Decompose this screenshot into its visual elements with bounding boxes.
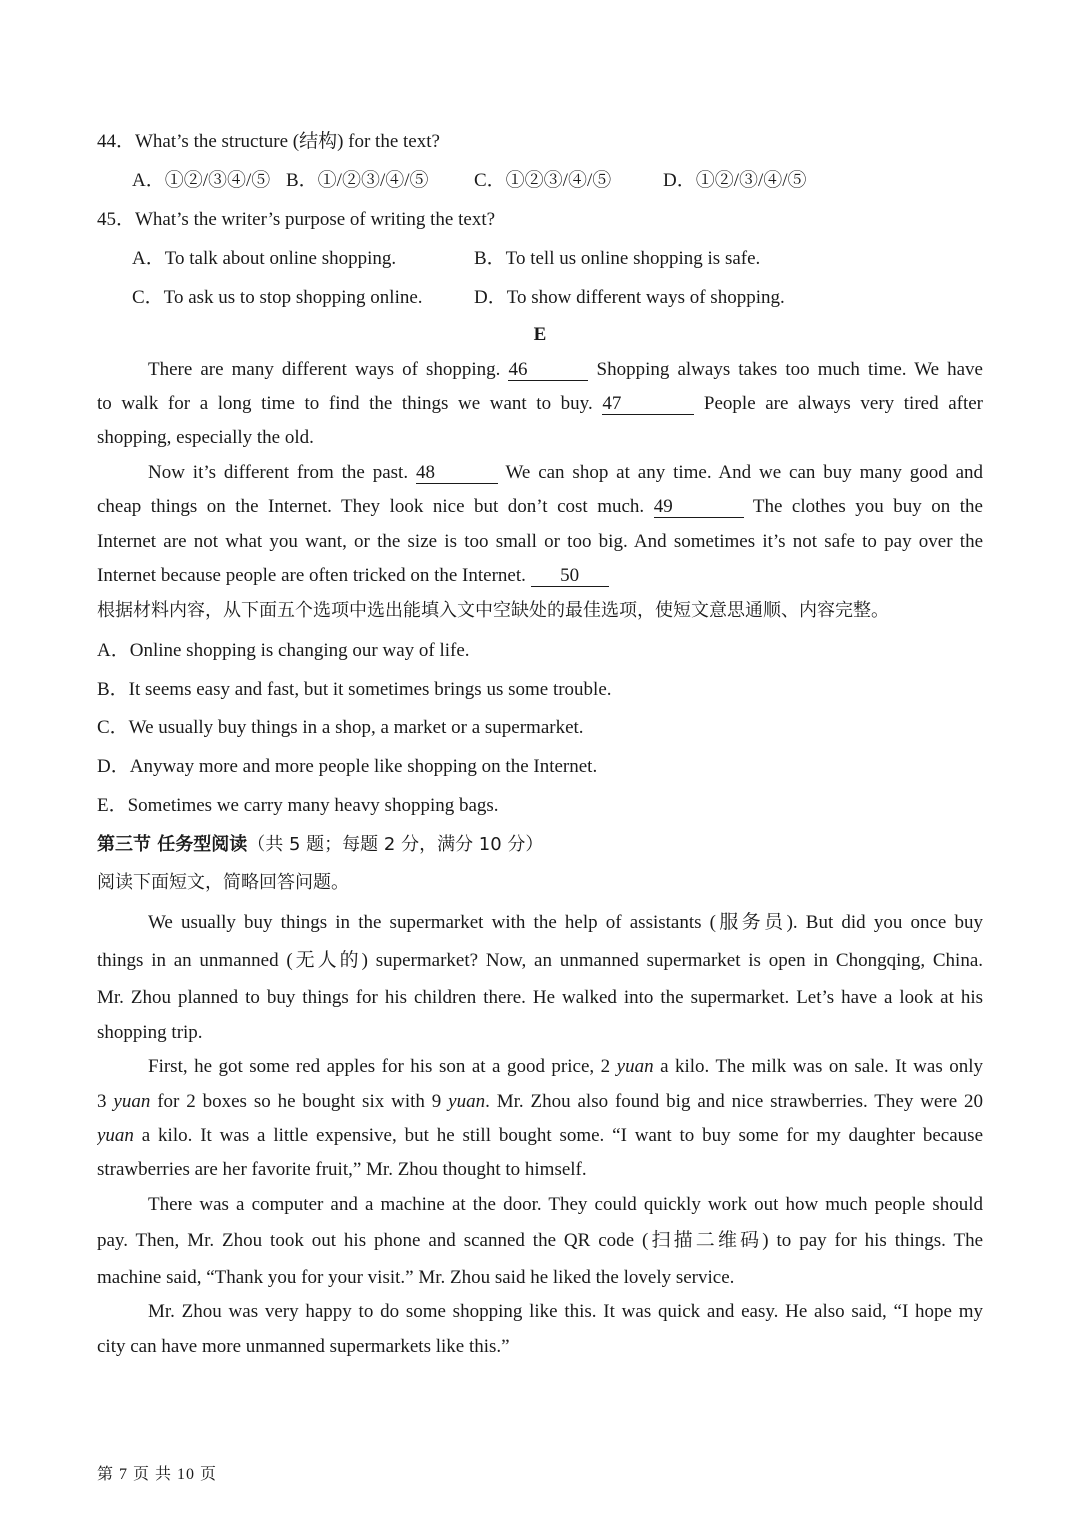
e-instruction: 根据材料内容，从下面五个选项中选出能填入文中空缺处的最佳选项，使短文意思通顺、内容完整。 <box>97 600 889 621</box>
section3-title-bold: 第三节 任务型阅读 <box>97 834 248 855</box>
blank-47[interactable]: 47 <box>602 394 694 415</box>
section3-title <box>97 832 983 858</box>
e-p1-line3: shopping, especially the old. <box>97 427 314 448</box>
blank-50[interactable]: 50 <box>531 566 609 587</box>
s3-p3-line1: There was a computer and a machine at the door. They could quickly work out how much people should <box>148 1194 983 1215</box>
blank-48[interactable]: 48 <box>416 463 498 484</box>
blank-49[interactable]: 49 <box>654 497 744 518</box>
s3-p4-line2: city can have more unmanned supermarkets like this.” <box>97 1336 510 1357</box>
page-footer: 第 7 页 共 10 页 <box>97 1466 218 1483</box>
s3-p2-line3: yuan a kilo. It was a little expensive, but he still bought some. “I want to buy some for my daughter because <box>97 1125 983 1146</box>
question-44: 44．What’s the structure (结构) for the text? <box>97 131 440 152</box>
e-option-e: E．Sometimes we carry many heavy shopping bags. <box>97 795 499 816</box>
e-p1-line2: to walk for a long time to find the things we want to buy. 47 People are always very tired after <box>97 393 983 414</box>
e-p2-line2: cheap things on the Internet. They look nice but don’t cost much. 49 The clothes you buy on the <box>97 496 983 517</box>
question-45: 45．What’s the writer’s purpose of writing the text? <box>97 209 496 230</box>
e-option-b: B．It seems easy and fast, but it sometimes brings us some trouble. <box>97 679 612 700</box>
q45-option-b: B．To tell us online shopping is safe. <box>474 248 761 269</box>
q45-option-d: D．To show different ways of shopping. <box>474 287 785 308</box>
s3-p1-line3: Mr. Zhou planned to buy things for his children there. He walked into the supermarket. Let’s have a look at his <box>97 987 983 1008</box>
s3-p3-line2: pay. Then, Mr. Zhou took out his phone and scanned the QR code (扫描二维码) to pay for his things. The <box>97 1230 983 1251</box>
s3-p1-line2: things in an unmanned (无人的) supermarket? Now, an unmanned supermarket is open in Chongqing, China. <box>97 950 983 971</box>
s3-p2-line4: strawberries are her favorite fruit,” Mr. Zhou thought to himself. <box>97 1159 587 1180</box>
q44-option-d: D．①②/③/④/⑤ <box>663 170 807 191</box>
q45-option-c: C．To ask us to stop shopping online. <box>132 287 423 308</box>
e-option-c: C．We usually buy things in a shop, a market or a supermarket. <box>97 717 584 738</box>
section-e-heading: E <box>533 324 547 345</box>
q45-option-a: A．To talk about online shopping. <box>132 248 397 269</box>
s3-p1-line1: We usually buy things in the supermarket with the help of assistants (服务员). But did you once buy <box>148 912 983 933</box>
q44-option-c: C．①②③/④/⑤ <box>474 170 612 191</box>
section3-title-rest: （共 5 题；每题 2 分，满分 10 分） <box>247 834 544 855</box>
e-option-d: D．Anyway more and more people like shopping on the Internet. <box>97 756 598 777</box>
s3-p3-line3: machine said, “Thank you for your visit.” Mr. Zhou said he liked the lovely service. <box>97 1267 735 1288</box>
e-p2-line1: Now it’s different from the past. 48 We can shop at any time. And we can buy many good and <box>148 462 983 483</box>
s3-p4-line1: Mr. Zhou was very happy to do some shopping like this. It was quick and easy. He also said, “I hope my <box>148 1301 983 1322</box>
s3-p1-line4: shopping trip. <box>97 1022 203 1043</box>
e-p2-line4: Internet because people are often tricked on the Internet. 50 <box>97 563 983 589</box>
q44-option-a: A．①②/③④/⑤ <box>132 170 271 191</box>
s3-p2-line2: 3 yuan for 2 boxes so he bought six with 9 yuan. Mr. Zhou also found big and nice strawberries. They were 20 <box>97 1091 983 1112</box>
blank-46[interactable]: 46 <box>508 360 588 381</box>
section3-instruction: 阅读下面短文，简略回答问题。 <box>97 872 349 893</box>
e-option-a: A．Online shopping is changing our way of life. <box>97 640 470 661</box>
e-p2-line3: Internet are not what you want, or the size is too small or too big. And sometimes it’s not safe to pay over the <box>97 531 983 552</box>
e-p1-line1: There are many different ways of shopping. 46 Shopping always takes too much time. We have <box>148 359 983 380</box>
s3-p2-line1: First, he got some red apples for his son at a good price, 2 yuan a kilo. The milk was on sale. It was only <box>148 1056 983 1077</box>
q44-option-b: B．①/②③/④/⑤ <box>286 170 429 191</box>
